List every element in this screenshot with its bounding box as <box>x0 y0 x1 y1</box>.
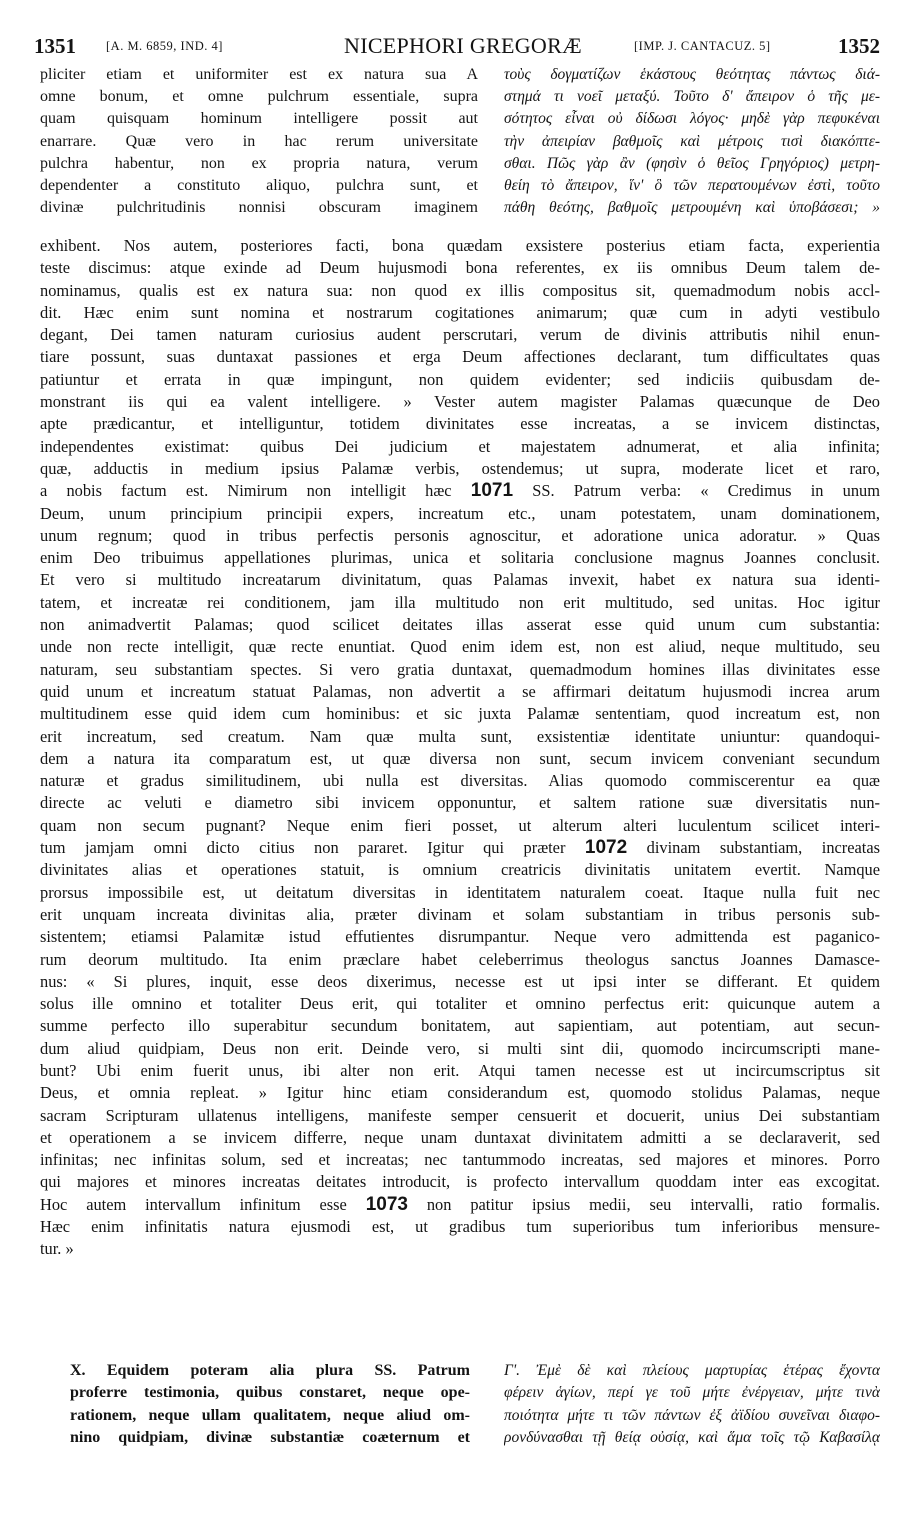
text-line: Deum, unum principium principii expers, increatum etc., unam potestatem, unam dominationem, <box>40 503 880 523</box>
text-line: exhibent. Nos autem, posteriores facti, bona quædam exsistere posterius etiam facta, experientia <box>40 236 880 255</box>
text-line: tur. » <box>40 1239 74 1259</box>
text-line: omne bonum, et omne pulchrum essentiale, supra <box>40 88 478 106</box>
text-line: tum jamjam omni dicto citius non pararet. Igitur qui præter 1072 divinam substantiam, increatas <box>40 837 880 859</box>
text-line: X. Equidem poteram alia plura SS. Patrum <box>70 1362 470 1379</box>
text-line: patiuntur et errata in quæ impingunt, non quidem evidenter; sed indiciis quibusdam de- <box>40 369 880 389</box>
text-line: et operationem a se invicem differre, neque unam duntaxat divinitatem admitti a se declaraverit, sed <box>40 1127 880 1147</box>
text-line: στημά τι νοεῖ μεταξύ. Τοῦτο δ' ἄπειρον ὁ τῆς με- <box>504 88 880 106</box>
text-line: teste discimus: atque exinde ad Deum hujusmodi bona referentes, ex iis omnibus Deum talem de- <box>40 258 880 278</box>
text-line: a nobis factum est. Nimirum non intelligit hæc 1071 SS. Patrum verba: « Credimus in unum <box>40 480 880 502</box>
text-line: apte prædicantur, et intelliguntur, totidem divinitates esse increatas, a se invicem distinctas, <box>40 414 880 434</box>
text-line: prorsus impossibile est, ut deitatum diversitas in identitatem naturalem coeat. Itaque nulla fuit nec <box>40 882 880 902</box>
text-line: qui majores et minores increatas deitates introducit, is profecto intervallum quoddam inter eas excogitat. <box>40 1172 880 1192</box>
date-reference-right: [IMP. J. CANTACUZ. 5] <box>634 39 771 53</box>
text-line: quam quisquam hominum intelligere possit aut <box>40 110 478 128</box>
text-line: tiare possunt, suas duntaxat passiones et erga Deum affectiones declarant, tum difficultates quas <box>40 347 880 367</box>
text-line: solus ille omnino et totaliter Deus erit, qui totaliter et omnino perfectus erit: quicunque autem a <box>40 994 880 1014</box>
text-line: quam non secum pugnant? Neque enim fieri posset, ut alterum alteri luculentum scilicet interi- <box>40 815 880 835</box>
text-line: unum regnum; quod in tribus perfectis personis agnoscitur, et adoratione unica adoratur. » Quas <box>40 525 880 545</box>
text-line: dit. Hæc enim sunt nomina et nostrarum cogitationes animarum; quæ cum in adyti vestibulo <box>40 302 880 322</box>
text-line: sistentem; etiamsi Palamitæ istud effutientes disrumpantur. Neque vero admittenda est paganico- <box>40 927 880 947</box>
text-line: directe ac veluti e diametro sibi invicem opponuntur, et saltem ratione suæ diversitatis nun- <box>40 793 880 813</box>
column-number-left: 1351 <box>34 34 76 58</box>
parallel-columns-bottom <box>40 1360 880 1500</box>
text-line: ποιότητα μήτε τι τῶν πάντων ἐξ ἀϊδίου συνεῖναι διαφο- <box>504 1406 880 1424</box>
text-line: nominamus, qualis est ex natura sua: non quod ex illis compositus sit, quemadmodum nobis accl- <box>40 280 880 300</box>
text-line: infinitas; nec infinitas solum, sed et increatas; nec tantummodo increatas, sed majores et minores. Porro <box>40 1150 880 1170</box>
column-marker: 1073 <box>365 1193 408 1215</box>
text-line: bunt? Ubi enim fuerit unus, ibi alter non erit. Atqui tamen necesse est ut incircumscriptus sit <box>40 1060 880 1080</box>
text-line: proferre testimonia, quibus constaret, neque ope- <box>70 1384 470 1402</box>
date-reference-left: [A. M. 6859, IND. 4] <box>106 39 223 53</box>
text-line: θείη τὸ ἄπειρον, ἵν' ὃ τῶν περατουμένων ἐστὶ, τοῦτο <box>504 176 880 194</box>
text-line: divinæ pulchritudinis nonnisi obscuram imaginem <box>40 199 478 217</box>
text-line: dum aliud quidpiam, Deus non erit. Deinde vero, si multi sint dii, quomodo incircumscripti mane- <box>40 1038 880 1058</box>
text-line: dem a natura ita comparatum est, ut quæ diversa non sunt, secum invicem conveniant secundum <box>40 748 880 768</box>
text-line: Deus, et omnia repleat. » Igitur hinc etiam considerandum est, quomodo stolidus Palamas, neque <box>40 1083 880 1103</box>
text-line: σθαι. Πῶς γὰρ ἂν (φησὶν ὁ θεῖος Γρηγόριος) μετρη- <box>504 154 880 172</box>
text-line: nino quidpiam, divinæ substantiæ coæternum et <box>70 1428 470 1446</box>
text-line: erit unquam increata divinitas alia, præter divinam et solam substantiam in tribus personis sub- <box>40 904 880 924</box>
text-line: ρονδύνασθαι τῇ θείᾳ οὐσίᾳ, καὶ ἅμα τοῖς τῷ Καβασίλᾳ <box>504 1428 880 1446</box>
latin-column-bottom <box>70 1360 470 1449</box>
latin-body-text <box>40 235 880 1261</box>
text-line: pulchra habentur, non ex propria natura, verum <box>40 154 478 172</box>
text-line: dependenter a constituto aliquo, pulchra sunt, et <box>40 176 478 194</box>
text-line: Hæc enim infinitatis natura ejusmodi est, ut gradibus tum superioribus tum inferioribus mensure- <box>40 1217 880 1237</box>
greek-column-top <box>504 64 880 219</box>
text-line: rum deorum multitudo. Ita enim præclare habet celeberrimus theologus sanctus Joannes Damasce- <box>40 949 880 969</box>
column-marker: 1072 <box>584 837 628 859</box>
text-line: Hoc autem intervallum infinitum esse 1073 non patitur ipsius medii, seu intervalli, ratio formalis. <box>40 1193 880 1215</box>
running-title: NICEPHORI GREGORÆ <box>344 33 582 58</box>
text-line: erit increatum, sed creatum. Nam quæ multa sunt, exsistentiæ identitate uniuntur: quandoqui- <box>40 726 880 746</box>
text-line: naturam, seu substantiam spectes. Si vero gratia duntaxat, quemadmodum homines illas divinitates esse <box>40 659 880 679</box>
column-number-right: 1352 <box>838 34 880 58</box>
text-line: τὴν ἀπειρίαν βαθμοῖς καὶ μέτροις τισὶ διακόπτε- <box>504 132 880 150</box>
column-marker: 1071 <box>470 480 514 502</box>
greek-column-bottom <box>504 1360 880 1449</box>
text-line: φέρειν ἁγίων, περί γε τοῦ μήτε ἐνέργειαν, μήτε τινὰ <box>504 1384 880 1402</box>
text-line: multitudinem esse quid idem cum hominibus: et sic juxta Palamæ sententiam, quod increatum est, non <box>40 704 880 724</box>
text-line: Et vero si multitudo increatarum divinitatum, quas Palamas invexit, habet ex natura sua identi- <box>40 570 880 590</box>
text-line: unde non recte intelligit, quæ recte enuntiat. Quod enim idem est, non est aliud, neque multitudo, seu <box>40 637 880 657</box>
page-header <box>34 30 880 58</box>
text-line: enarrare. Quæ vero in hac rerum universitate <box>40 132 478 150</box>
text-line: quæ, adductis in medium ipsius Palamæ verbis, ostendemus; ut supra, moderate licet et raro, <box>40 458 880 478</box>
text-line: nus: « Si plures, inquit, esse deos dixerimus, necesse est ut ipsi inter se differant. Et quidem <box>40 971 880 991</box>
text-line: non animadvertit Palamas; quod scilicet deitates illas asserat esse quid unum cum substantia: <box>40 615 880 635</box>
text-line: monstrant iis qui ea valent intelligere. » Vester autem magister Palamas quæcunque de Deo <box>40 392 880 412</box>
text-line: tatem, et increatæ rei conditionem, jam illa multitudo non erit multitudo, sed unitas. Hoc igitur <box>40 592 880 612</box>
latin-column-top <box>40 64 478 219</box>
text-line: σότητος εἶναι οὐ δίδωσι λόγος· μηδὲ γὰρ πεφυκέναι <box>504 110 880 128</box>
text-line: rationem, neque ullam qualitatem, neque aliud om- <box>70 1406 470 1424</box>
parallel-columns-top <box>34 64 880 240</box>
text-line: pliciter etiam et uniformiter est ex natura sua A <box>40 66 478 83</box>
text-line: independentes existimat: quibus Dei judicium et majestatem adnumerat, et alia infinita; <box>40 436 880 456</box>
text-line: enim Deo tribuimus appellationes plurimas, unica et solitaria conclusione magnus Joannes conclusit. <box>40 548 880 568</box>
text-line: Γ'. Ἐμὲ δὲ καὶ πλείους μαρτυρίας ἑτέρας ἔχοντα <box>504 1362 880 1379</box>
text-line: πάθη θεότης, βαθμοῖς μετρουμένη καὶ ὑποβάσεσι; » <box>504 199 880 217</box>
text-line: degant, Dei tamen naturam curiosius audent perscrutari, verum de divinis attributis nihil enun- <box>40 325 880 345</box>
text-line: sacram Scripturam ullatenus intelligens, manifeste semper censuerit et docuerit, unius Dei substantiam <box>40 1105 880 1125</box>
text-line: divinitates alias et operationes statuit, is omnium creatricis divinitatis unitatem evertit. Namque <box>40 860 880 880</box>
text-line: summe perfecto illo superabitur secundum bonitatem, aut sapientiam, aut potentiam, aut secun- <box>40 1016 880 1036</box>
text-line: τοὺς δογματίζων ἑκάστους θεότητας πάντως διά- <box>504 66 880 83</box>
text-line: quid unum et increatum statuat Palamas, non advertit a se affirmari deitatum hujusmodi increa arum <box>40 681 880 701</box>
text-line: naturæ et gradus similitudinem, ubi nulla est diversitas. Alias quomodo commiscerentur ea quæ <box>40 771 880 791</box>
